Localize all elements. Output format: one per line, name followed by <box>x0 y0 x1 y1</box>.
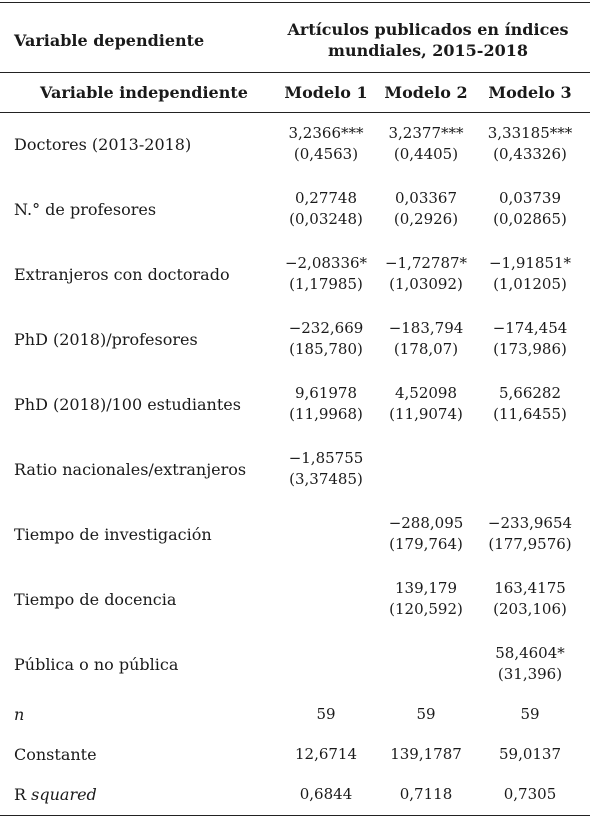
coefficient-cell: 0,03367 <box>394 189 458 207</box>
std-error-cell: (0,03248) <box>289 210 363 228</box>
dependent-variable-header: Variable dependiente <box>14 31 205 50</box>
n-model-2: 59 <box>416 705 436 723</box>
coefficient-cell: 3,2377*** <box>388 124 464 142</box>
coefficient-cell: 139,179 <box>394 579 458 597</box>
column-header-divider <box>0 112 590 113</box>
coefficient-cell: 163,4175 <box>494 579 566 597</box>
r-squared-model-1: 0,6844 <box>299 785 353 803</box>
std-error-cell: (178,07) <box>393 340 459 358</box>
dependent-variable-title: Artículos publicados en índices mundiales, 2015-2018 <box>287 20 569 60</box>
std-error-cell: (1,17985) <box>289 275 363 293</box>
row-label: N.° de profesores <box>14 200 157 219</box>
std-error-cell: (120,592) <box>389 600 463 618</box>
std-error-cell: (203,106) <box>493 600 567 618</box>
std-error-cell: (0,4405) <box>393 145 459 163</box>
bottom-rule <box>0 815 590 816</box>
coefficient-cell: 0,03739 <box>498 189 562 207</box>
row-label: Ratio nacionales/extranjeros <box>14 460 247 479</box>
std-error-cell: (11,9968) <box>289 405 363 423</box>
coefficient-cell: −1,91851* <box>488 254 572 272</box>
coefficient-cell: 9,61978 <box>294 384 358 402</box>
coefficient-cell: −232,669 <box>288 319 364 337</box>
std-error-cell: (179,764) <box>389 535 463 553</box>
std-error-cell: (0,02865) <box>493 210 567 228</box>
r-squared-label-italic: squared <box>31 785 97 804</box>
coefficient-cell: −288,095 <box>388 514 464 532</box>
header-divider <box>0 72 590 73</box>
coefficient-cell: 4,52098 <box>394 384 458 402</box>
n-model-3: 59 <box>520 705 540 723</box>
model-3-header: Modelo 3 <box>488 83 572 102</box>
coefficient-cell: −1,85755 <box>288 449 364 467</box>
row-label: Pública o no pública <box>14 655 179 674</box>
std-error-cell: (177,9576) <box>488 535 572 553</box>
std-error-cell: (11,9074) <box>389 405 463 423</box>
coefficient-cell: 3,2366*** <box>288 124 364 142</box>
std-error-cell: (11,6455) <box>493 405 567 423</box>
independent-variable-header: Variable independiente <box>40 83 248 102</box>
std-error-cell: (173,986) <box>493 340 567 358</box>
row-label: Doctores (2013-2018) <box>14 135 192 154</box>
r-squared-label <box>14 784 97 805</box>
std-error-cell: (0,2926) <box>393 210 459 228</box>
coefficient-cell: −183,794 <box>388 319 464 337</box>
std-error-cell: (1,03092) <box>389 275 463 293</box>
coefficient-cell: −1,72787* <box>384 254 468 272</box>
row-label: Extranjeros con doctorado <box>14 265 230 284</box>
coefficient-cell: 5,66282 <box>498 384 562 402</box>
std-error-cell: (3,37485) <box>289 470 363 488</box>
model-2-header: Modelo 2 <box>384 83 468 102</box>
coefficient-cell: −174,454 <box>492 319 568 337</box>
std-error-cell: (185,780) <box>289 340 363 358</box>
row-label: Tiempo de docencia <box>14 590 177 609</box>
constant-model-2: 139,1787 <box>390 745 462 763</box>
r-squared-model-2: 0,7118 <box>399 785 453 803</box>
std-error-cell: (0,4563) <box>293 145 359 163</box>
constant-model-3: 59,0137 <box>498 745 562 763</box>
model-1-header: Modelo 1 <box>284 83 368 102</box>
row-label: Tiempo de investigación <box>14 525 212 544</box>
coefficient-cell: 3,33185*** <box>487 124 573 142</box>
r-squared-label-prefix: R <box>14 785 27 804</box>
coefficient-cell: −233,9654 <box>487 514 573 532</box>
std-error-cell: (1,01205) <box>493 275 567 293</box>
top-rule <box>0 2 590 3</box>
r-squared-model-3: 0,7305 <box>503 785 557 803</box>
n-label: n <box>14 705 25 724</box>
n-model-1: 59 <box>316 705 336 723</box>
coefficient-cell: 0,27748 <box>294 189 358 207</box>
std-error-cell: (0,43326) <box>493 145 567 163</box>
std-error-cell: (31,396) <box>497 665 563 683</box>
constant-model-1: 12,6714 <box>294 745 358 763</box>
coefficient-cell: 58,4604* <box>495 644 565 662</box>
constant-label: Constante <box>14 745 97 764</box>
row-label: PhD (2018)/100 estudiantes <box>14 395 241 414</box>
coefficient-cell: −2,08336* <box>284 254 368 272</box>
row-label: PhD (2018)/profesores <box>14 330 198 349</box>
